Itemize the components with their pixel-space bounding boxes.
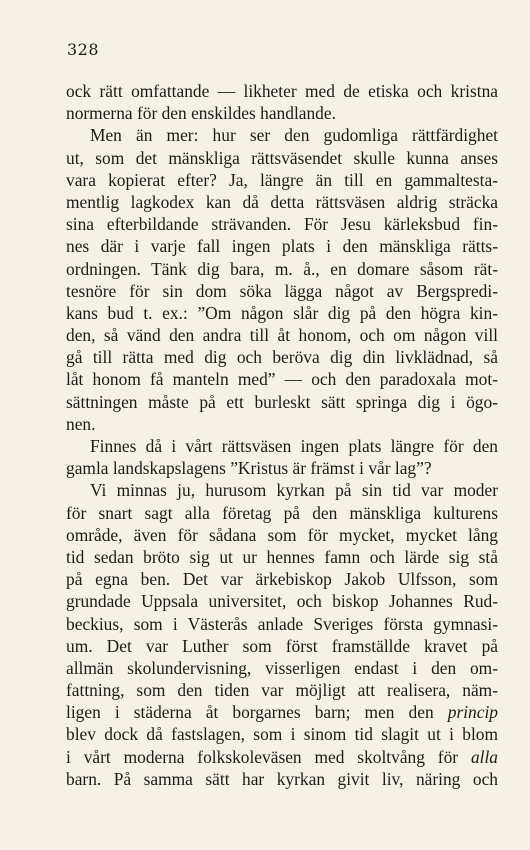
- text-line: [66, 124, 498, 146]
- text-segment: tesnöre för sin dom söka lägga något av Bergspredi-: [66, 280, 498, 301]
- text-line: [66, 368, 498, 390]
- italic-text: alla: [470, 746, 498, 767]
- text-line: [66, 568, 498, 590]
- text-segment: den, så vänd den andra till åt honom, och om någon vill: [66, 325, 498, 346]
- text-line: [66, 324, 498, 346]
- text-segment: gå till rätta med dig och beröva dig din livklädnad, så: [66, 347, 498, 368]
- text-segment: Vi minnas ju, hurusom kyrkan på sin tid var moder: [90, 480, 498, 501]
- italic-text: princip: [447, 702, 498, 723]
- text-line: [66, 546, 498, 568]
- text-line: [66, 258, 498, 280]
- text-segment: beckius, som i Västerås anlade Sveriges första gymnasi-: [66, 613, 498, 634]
- text-segment: fattning, som den tiden var möjligt att realisera, näm-: [66, 680, 498, 701]
- text-line: [66, 191, 498, 213]
- text-line: [66, 657, 498, 679]
- text-segment: um. Det var Luther som först framställde kravet på: [66, 635, 498, 656]
- text-segment: nes där i varje fall ingen plats i den mänskliga rätts-: [66, 236, 498, 257]
- text-segment: gamla landskapslagens ”Kristus är främst i vår lag”?: [66, 458, 432, 479]
- text-segment: Finnes då i vårt rättsväsen ingen plats längre för den: [90, 436, 498, 456]
- text-segment: allmän skolundervisning, visserligen endast i den om-: [66, 657, 498, 678]
- text-line: [66, 235, 498, 257]
- text-segment: sättningen måste på ett burleskt sätt springa dig i ögo-: [66, 391, 498, 412]
- page-number: 328: [67, 40, 100, 59]
- text-line: [66, 413, 498, 435]
- text-segment: blev dock då fastslagen, som i sinom tid slagit ut i blom: [66, 724, 498, 745]
- text-line: [66, 457, 498, 479]
- text-segment: sina efterbildande strävanden. För Jesu kärleksbud fin-: [66, 214, 498, 235]
- text-segment: normerna för den enskildes handlande.: [66, 103, 336, 124]
- text-segment: område, även för sådana som för mycket, mycket lång: [66, 524, 498, 545]
- text-line: [66, 701, 498, 723]
- text-segment: för snart sagt alla företag på den mänskliga kulturens: [66, 502, 498, 523]
- text-line: [66, 613, 498, 635]
- text-line: [66, 302, 498, 324]
- text-line: [66, 102, 498, 124]
- text-line: [66, 479, 498, 501]
- text-line: [66, 80, 498, 102]
- text-line: [66, 346, 498, 368]
- text-line: [66, 280, 498, 302]
- text-line: [66, 524, 498, 546]
- text-segment: nen.: [66, 413, 96, 434]
- text-line: [66, 723, 498, 745]
- text-segment: tid sedan bröto sig ut ur hennes famn och lärde sig stå: [66, 546, 498, 567]
- text-segment: på egna ben. Det var ärkebiskop Jakob Ulfsson, som: [66, 569, 498, 590]
- body-text: [66, 80, 498, 790]
- text-line: [66, 768, 498, 790]
- text-line: [66, 590, 498, 612]
- text-line: [66, 635, 498, 657]
- text-segment: ordningen. Tänk dig bara, m. å., en domare såsom rät-: [66, 258, 498, 279]
- text-segment: ock rätt omfattande — likheter med de etiska och kristna: [66, 81, 498, 101]
- text-segment: barn. På samma sätt har kyrkan givit liv, näring och: [66, 768, 498, 789]
- text-segment: ut, som det mänskliga rättsväsendet skulle kunna anses: [66, 147, 498, 168]
- text-line: [66, 213, 498, 235]
- text-line: [66, 435, 498, 457]
- text-segment: Men än mer: hur ser den gudomliga rättfärdighet: [90, 125, 498, 146]
- text-segment: vara kopierat efter? Ja, längre än till en gammaltesta-: [66, 169, 498, 190]
- text-segment: mentlig lagkodex kan då detta rättsväsen aldrig sträcka: [66, 191, 498, 212]
- text-line: [66, 679, 498, 701]
- text-segment: låt honom få manteln med” — och den paradoxala mot-: [66, 369, 498, 390]
- text-segment: kans bud t. ex.: ”Om någon slår dig på den högra kin-: [66, 302, 498, 323]
- text-segment: i vårt moderna folkskoleväsen med skoltvång för: [66, 746, 471, 767]
- text-line: [66, 502, 498, 524]
- text-line: [66, 169, 498, 191]
- text-line: [66, 746, 498, 768]
- text-segment: ligen i städerna åt borgarnes barn; men den: [66, 702, 448, 723]
- text-line: [66, 391, 498, 413]
- text-line: [66, 147, 498, 169]
- text-segment: grundade Uppsala universitet, och biskop Johannes Rud-: [66, 591, 498, 612]
